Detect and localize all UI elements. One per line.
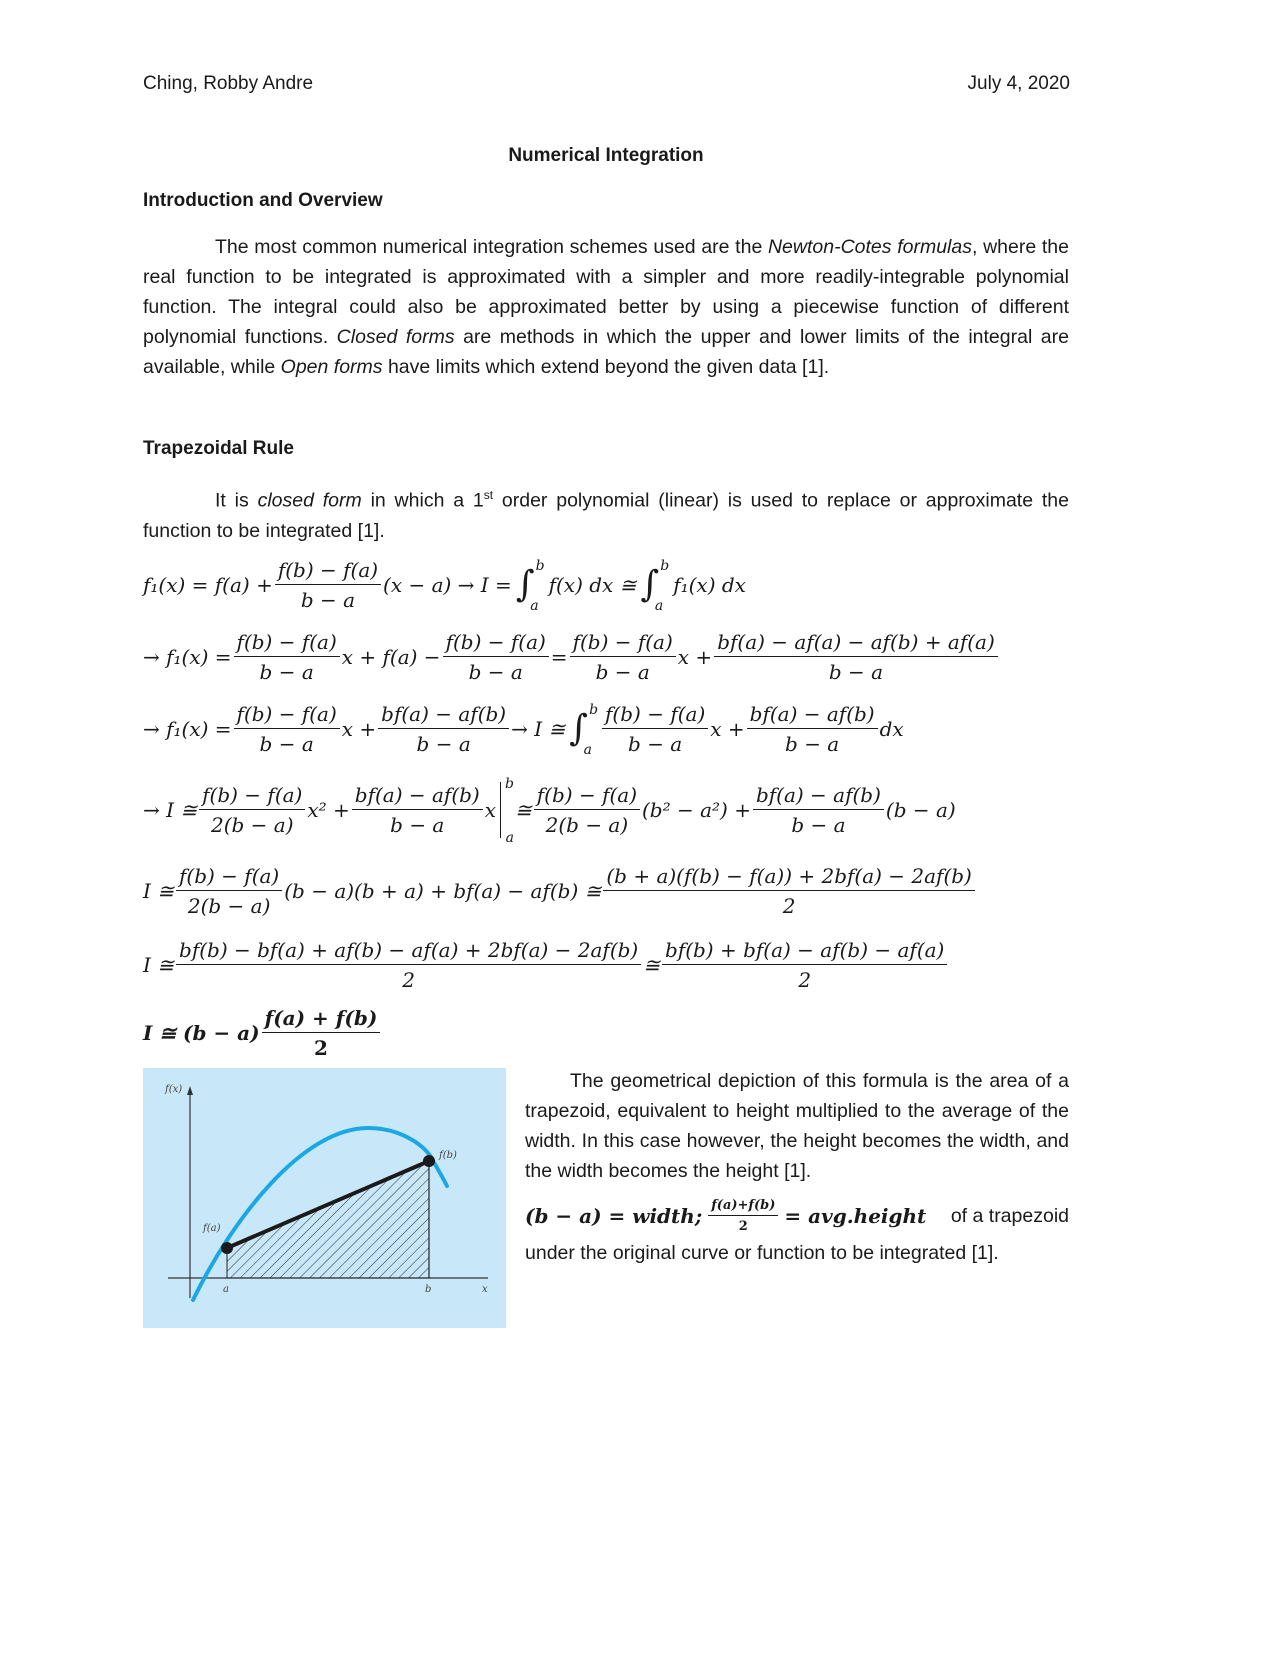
page-title: Numerical Integration — [508, 145, 704, 166]
width-expression: (b − a) = width; — [525, 1204, 703, 1228]
explanation-tail: under the original curve or function to be integrated [1]. — [525, 1242, 999, 1264]
evaluation-bar — [500, 776, 515, 846]
fraction — [534, 783, 640, 837]
fraction — [176, 864, 282, 918]
numerator: f(b) − f(a) — [602, 702, 708, 729]
equation-5 — [143, 864, 977, 918]
denominator: b − a — [259, 660, 314, 684]
section-heading-trapezoidal: Trapezoidal Rule — [143, 438, 294, 459]
lower-limit: a — [530, 598, 539, 614]
equation-2 — [143, 630, 1069, 684]
trapezoid-diagram — [143, 1068, 506, 1328]
fraction — [603, 864, 975, 918]
eq-text: I ≅ — [143, 879, 175, 903]
upper-limit: b — [535, 558, 545, 574]
numerator: f(a)+f(b) — [708, 1198, 778, 1216]
text: in which a 1 — [361, 489, 484, 512]
section-heading-intro: Introduction and Overview — [143, 190, 383, 211]
text: The geometrical depiction of this formula is the area of a trapezoid, equivalent to height multiplied to the average of the width. In this case however, the height becomes the width, and the width becomes the height [1]. — [525, 1070, 1069, 1182]
eq-text: → f₁(x) = — [143, 717, 232, 741]
upper-limit: b — [589, 702, 599, 718]
numerator: f(b) − f(a) — [234, 630, 340, 657]
eq-text: (b − a)(b + a) + bf(a) − af(b) ≅ — [284, 879, 602, 903]
y-axis-label: f(x) — [165, 1084, 183, 1095]
eq-text: ≅ — [643, 953, 660, 977]
fraction — [443, 630, 549, 684]
denominator: b − a — [468, 660, 523, 684]
intro-paragraph — [143, 232, 1069, 382]
equation-4 — [143, 776, 956, 846]
numerator: bf(a) − af(a) − af(b) + af(a) — [714, 630, 998, 657]
fraction — [234, 630, 340, 684]
equation-3 — [143, 702, 904, 756]
fa-label: f(a) — [203, 1223, 221, 1234]
eq-text: I ≅ — [143, 953, 175, 977]
x-axis-label: x — [482, 1284, 488, 1295]
denominator: b − a — [416, 732, 471, 756]
eq-text: (b² − a²) + — [642, 798, 751, 822]
avg-height-expression: = avg.height — [784, 1204, 927, 1228]
integral-sign: ∫ b a — [569, 702, 599, 758]
eq-text: x + — [677, 645, 713, 669]
lower-limit: a — [583, 742, 593, 758]
denominator: 2(b − a) — [210, 813, 294, 837]
numerator: (b + a)(f(b) − f(a)) + 2bf(a) − 2af(b) — [603, 864, 975, 891]
a-tick-label: a — [223, 1284, 229, 1295]
eq-text: f₁(x) dx — [673, 573, 746, 597]
numerator: f(a) + f(b) — [262, 1006, 381, 1033]
numerator: f(b) − f(a) — [534, 783, 640, 810]
numerator: bf(a) − af(b) — [352, 783, 483, 810]
eq-text: (b − a) — [885, 798, 956, 822]
text: The most common numerical integration schemes used are the — [215, 236, 768, 258]
text: of a trapezoid — [950, 1204, 1069, 1227]
width-height-definition — [525, 1198, 1069, 1234]
denominator: 2 — [782, 894, 796, 918]
fb-label: f(b) — [439, 1150, 457, 1161]
fraction — [708, 1198, 778, 1234]
emphasis: Open forms — [280, 356, 383, 378]
numerator: bf(a) − af(b) — [747, 702, 878, 729]
eq-text: x² + — [307, 798, 350, 822]
denominator: b − a — [828, 660, 884, 684]
upper-limit: b — [660, 558, 670, 574]
numerator: f(b) − f(a) — [199, 783, 305, 810]
numerator: bf(a) − af(b) — [753, 783, 884, 810]
author-name: Ching, Robby Andre — [143, 73, 314, 94]
denominator: 2(b − a) — [545, 813, 629, 837]
eq-text: = — [550, 645, 568, 669]
emphasis: Newton-Cotes formulas — [767, 236, 972, 258]
eq-text: f(x) dx ≅ — [548, 573, 637, 597]
denominator: 2 — [313, 1036, 328, 1060]
document-date: July 4, 2020 — [967, 73, 1070, 94]
numerator: bf(a) − af(b) — [378, 702, 509, 729]
eq-text: → f₁(x) = — [143, 645, 232, 669]
numerator: bf(b) + bf(a) − af(b) − af(a) — [662, 938, 947, 965]
trapezoidal-paragraph — [143, 480, 1069, 546]
fraction — [352, 783, 483, 837]
eq-text: → I ≅ — [511, 717, 566, 741]
fraction — [602, 702, 708, 756]
fraction — [753, 783, 884, 837]
denominator: 2 — [402, 968, 415, 992]
eq-text: ≅ — [515, 798, 532, 822]
text: order polynomial (linear) is used to replace or approximate the function to be integrated [1]. — [143, 489, 1069, 542]
integral-sign: ∫ b a — [515, 558, 545, 614]
emphasis: closed form — [257, 489, 362, 512]
eq-text: x + — [710, 717, 745, 741]
text: are methods in which the upper and lower limits of the integral are available, while — [143, 326, 1069, 378]
lower-limit: a — [654, 598, 664, 614]
text: have limits which extend beyond the given data [1]. — [382, 356, 830, 378]
numerator: f(b) − f(a) — [275, 558, 381, 585]
emphasis: Closed forms — [336, 326, 455, 348]
eq-text: x + — [341, 717, 377, 741]
eq-text: (x − a) → I = — [383, 573, 512, 597]
fraction — [176, 938, 641, 992]
eq-text: f₁(x) = f(a) + — [143, 573, 273, 597]
integral-sign: ∫ b a — [640, 558, 670, 614]
denominator: b − a — [390, 813, 445, 837]
upper-limit: b — [505, 776, 515, 792]
eq-text: I ≅ (b − a) — [143, 1021, 260, 1045]
fraction — [275, 558, 381, 612]
equation-1 — [143, 558, 746, 612]
denominator: 2 — [798, 968, 812, 992]
fraction — [262, 1006, 381, 1060]
eq-text: → I ≅ — [143, 798, 198, 822]
superscript: st — [483, 488, 494, 502]
denominator: b − a — [628, 732, 683, 756]
lower-limit: a — [505, 830, 515, 846]
b-tick-label: b — [425, 1284, 432, 1295]
denominator: 2(b − a) — [187, 894, 271, 918]
numerator: f(b) − f(a) — [234, 702, 340, 729]
denominator: b − a — [791, 813, 846, 837]
fraction — [378, 702, 509, 756]
denominator: 2 — [738, 1219, 748, 1234]
numerator: f(b) − f(a) — [443, 630, 549, 657]
geometric-explanation — [525, 1066, 1069, 1186]
denominator: b − a — [595, 660, 650, 684]
numerator: bf(b) − bf(a) + af(b) − af(a) + 2bf(a) − 2af(b) — [176, 938, 641, 965]
fraction — [234, 702, 340, 756]
denominator: b − a — [785, 732, 840, 756]
fraction — [662, 938, 947, 992]
fraction — [570, 630, 676, 684]
denominator: b − a — [300, 588, 356, 612]
text: , where the real function to be integrated is approximated with a simpler and more readily-integrable polynomial function. The integral could also be approximated better by using a piecewise function of different polynomial functions. — [143, 236, 1069, 348]
fraction — [714, 630, 998, 684]
numerator: f(b) − f(a) — [570, 630, 676, 657]
eq-text: dx — [879, 717, 904, 741]
trapezoid-figure — [143, 1068, 506, 1328]
eq-text: x + f(a) − — [341, 645, 441, 669]
fraction — [747, 702, 878, 756]
fraction — [199, 783, 305, 837]
denominator: b − a — [259, 732, 314, 756]
equation-final — [143, 1006, 382, 1060]
text: It is — [215, 489, 258, 512]
numerator: f(b) − f(a) — [176, 864, 282, 891]
equation-6 — [143, 938, 949, 992]
eq-text: x — [484, 798, 497, 822]
